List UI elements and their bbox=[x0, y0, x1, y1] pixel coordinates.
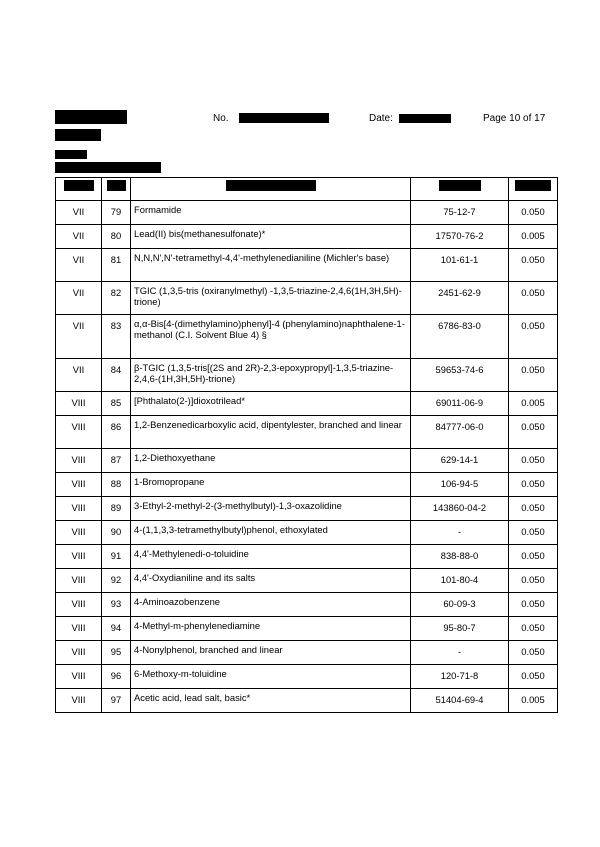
table-row bbox=[56, 617, 558, 641]
limit-cell: 0.050 bbox=[509, 249, 558, 282]
cas-number-cell: 101-61-1 bbox=[411, 249, 509, 282]
cas-number-cell: 101-80-4 bbox=[411, 569, 509, 593]
substance-cell: 1-Bromopropane bbox=[131, 473, 411, 497]
number-cell: 96 bbox=[102, 665, 131, 689]
substance-cell: β-TGIC (1,3,5-tris[(2S and 2R)-2,3-epoxypropyl]-1,3,5-triazine-2,4,6-(1H,3H,5H)-trione) bbox=[131, 359, 411, 392]
table-row bbox=[56, 497, 558, 521]
substance-cell: 4-Methyl-m-phenylenediamine bbox=[131, 617, 411, 641]
annex-cell: VII bbox=[56, 359, 102, 392]
number-cell: 81 bbox=[102, 249, 131, 282]
limit-cell: 0.005 bbox=[509, 225, 558, 249]
limit-cell: 0.050 bbox=[509, 641, 558, 665]
annex-cell: VIII bbox=[56, 689, 102, 713]
annex-cell: VIII bbox=[56, 617, 102, 641]
number-cell: 97 bbox=[102, 689, 131, 713]
number-cell: 84 bbox=[102, 359, 131, 392]
annex-cell: VIII bbox=[56, 392, 102, 416]
limit-cell: 0.005 bbox=[509, 689, 558, 713]
redacted-column-header bbox=[102, 178, 131, 201]
cas-number-cell: 629-14-1 bbox=[411, 449, 509, 473]
number-cell: 89 bbox=[102, 497, 131, 521]
number-cell: 85 bbox=[102, 392, 131, 416]
annex-cell: VII bbox=[56, 201, 102, 225]
cas-number-cell: 60-09-3 bbox=[411, 593, 509, 617]
redacted-column-header bbox=[56, 178, 102, 201]
number-cell: 87 bbox=[102, 449, 131, 473]
limit-cell: 0.050 bbox=[509, 201, 558, 225]
annex-cell: VIII bbox=[56, 449, 102, 473]
table-row bbox=[56, 641, 558, 665]
page-number: Page 10 of 17 bbox=[483, 113, 546, 124]
limit-cell: 0.050 bbox=[509, 473, 558, 497]
cas-number-cell: 69011-06-9 bbox=[411, 392, 509, 416]
table-row bbox=[56, 545, 558, 569]
substance-cell: 1,2-Benzenedicarboxylic acid, dipentylester, branched and linear bbox=[131, 416, 411, 449]
annex-cell: VIII bbox=[56, 521, 102, 545]
table-header-row bbox=[56, 178, 558, 201]
table-row bbox=[56, 225, 558, 249]
cas-number-cell: - bbox=[411, 521, 509, 545]
table-row bbox=[56, 416, 558, 449]
redacted-date bbox=[399, 114, 451, 123]
redacted-report-number bbox=[239, 113, 329, 123]
limit-cell: 0.050 bbox=[509, 665, 558, 689]
redacted-column-header bbox=[131, 178, 411, 201]
substance-table bbox=[55, 177, 558, 713]
substance-cell: 3-Ethyl-2-methyl-2-(3-methylbutyl)-1,3-oxazolidine bbox=[131, 497, 411, 521]
substance-cell: 4,4'-Oxydianiline and its salts bbox=[131, 569, 411, 593]
number-cell: 83 bbox=[102, 315, 131, 359]
limit-cell: 0.050 bbox=[509, 497, 558, 521]
substance-cell: 4-(1,1,3,3-tetramethylbutyl)phenol, ethoxylated bbox=[131, 521, 411, 545]
cas-number-cell: 120-71-8 bbox=[411, 665, 509, 689]
cas-number-cell: 95-80-7 bbox=[411, 617, 509, 641]
cas-number-cell: 143860-04-2 bbox=[411, 497, 509, 521]
cas-number-cell: 51404-69-4 bbox=[411, 689, 509, 713]
table-row bbox=[56, 593, 558, 617]
substance-cell: α,α-Bis[4-(dimethylamino)phenyl]-4 (phenylamino)naphthalene-1-methanol (C.I. Solvent Blue 4) § bbox=[131, 315, 411, 359]
limit-cell: 0.050 bbox=[509, 282, 558, 315]
cas-number-cell: 106-94-5 bbox=[411, 473, 509, 497]
table-row bbox=[56, 665, 558, 689]
table-row bbox=[56, 201, 558, 225]
redacted-header-line bbox=[55, 162, 161, 173]
annex-cell: VIII bbox=[56, 416, 102, 449]
number-cell: 93 bbox=[102, 593, 131, 617]
limit-cell: 0.050 bbox=[509, 416, 558, 449]
substance-cell: [Phthalato(2-)]dioxotrilead* bbox=[131, 392, 411, 416]
number-cell: 94 bbox=[102, 617, 131, 641]
number-cell: 80 bbox=[102, 225, 131, 249]
cas-number-cell: 75-12-7 bbox=[411, 201, 509, 225]
table-row bbox=[56, 315, 558, 359]
cas-number-cell: 2451-62-9 bbox=[411, 282, 509, 315]
report-date bbox=[369, 113, 451, 124]
redacted-report-title bbox=[55, 110, 127, 124]
limit-cell: 0.005 bbox=[509, 392, 558, 416]
cas-number-cell: 838-88-0 bbox=[411, 545, 509, 569]
annex-cell: VII bbox=[56, 315, 102, 359]
substance-cell: TGIC (1,3,5-tris (oxiranylmethyl) -1,3,5-triazine-2,4,6(1H,3H,5H)-trione) bbox=[131, 282, 411, 315]
number-cell: 91 bbox=[102, 545, 131, 569]
cas-number-cell: - bbox=[411, 641, 509, 665]
substance-cell: 4-Nonylphenol, branched and linear bbox=[131, 641, 411, 665]
cas-number-cell: 17570-76-2 bbox=[411, 225, 509, 249]
substance-cell: Acetic acid, lead salt, basic* bbox=[131, 689, 411, 713]
redacted-header-line bbox=[55, 129, 101, 141]
limit-cell: 0.050 bbox=[509, 449, 558, 473]
substance-cell: 4-Aminoazobenzene bbox=[131, 593, 411, 617]
substance-cell: N,N,N',N'-tetramethyl-4,4'-methylenedianiline (Michler's base) bbox=[131, 249, 411, 282]
annex-cell: VII bbox=[56, 249, 102, 282]
annex-cell: VIII bbox=[56, 545, 102, 569]
substance-cell: 6-Methoxy-m-toluidine bbox=[131, 665, 411, 689]
annex-cell: VII bbox=[56, 282, 102, 315]
table-row bbox=[56, 569, 558, 593]
cas-number-cell: 6786-83-0 bbox=[411, 315, 509, 359]
number-cell: 82 bbox=[102, 282, 131, 315]
redacted-column-header bbox=[509, 178, 558, 201]
table-row bbox=[56, 449, 558, 473]
substance-cell: Formamide bbox=[131, 201, 411, 225]
table-row bbox=[56, 521, 558, 545]
number-cell: 79 bbox=[102, 201, 131, 225]
table-row bbox=[56, 392, 558, 416]
number-cell: 92 bbox=[102, 569, 131, 593]
number-cell: 95 bbox=[102, 641, 131, 665]
table-row bbox=[56, 473, 558, 497]
substance-cell: 1,2-Diethoxyethane bbox=[131, 449, 411, 473]
limit-cell: 0.050 bbox=[509, 593, 558, 617]
substance-cell: 4,4'-Methylenedi-o-toluidine bbox=[131, 545, 411, 569]
table-row bbox=[56, 282, 558, 315]
annex-cell: VIII bbox=[56, 665, 102, 689]
limit-cell: 0.050 bbox=[509, 617, 558, 641]
report-number bbox=[213, 113, 329, 124]
table-row bbox=[56, 359, 558, 392]
limit-cell: 0.050 bbox=[509, 359, 558, 392]
cas-number-cell: 59653-74-6 bbox=[411, 359, 509, 392]
report-date-label: Date: bbox=[369, 113, 393, 124]
redacted-column-header bbox=[411, 178, 509, 201]
limit-cell: 0.050 bbox=[509, 315, 558, 359]
number-cell: 90 bbox=[102, 521, 131, 545]
number-cell: 86 bbox=[102, 416, 131, 449]
substance-cell: Lead(II) bis(methanesulfonate)* bbox=[131, 225, 411, 249]
number-cell: 88 bbox=[102, 473, 131, 497]
annex-cell: VIII bbox=[56, 473, 102, 497]
report-number-label: No. bbox=[213, 113, 229, 124]
limit-cell: 0.050 bbox=[509, 545, 558, 569]
annex-cell: VIII bbox=[56, 569, 102, 593]
annex-cell: VIII bbox=[56, 641, 102, 665]
cas-number-cell: 84777-06-0 bbox=[411, 416, 509, 449]
annex-cell: VIII bbox=[56, 593, 102, 617]
annex-cell: VIII bbox=[56, 497, 102, 521]
redacted-header-line bbox=[55, 150, 87, 159]
table-row bbox=[56, 689, 558, 713]
limit-cell: 0.050 bbox=[509, 521, 558, 545]
limit-cell: 0.050 bbox=[509, 569, 558, 593]
table-row bbox=[56, 249, 558, 282]
annex-cell: VII bbox=[56, 225, 102, 249]
